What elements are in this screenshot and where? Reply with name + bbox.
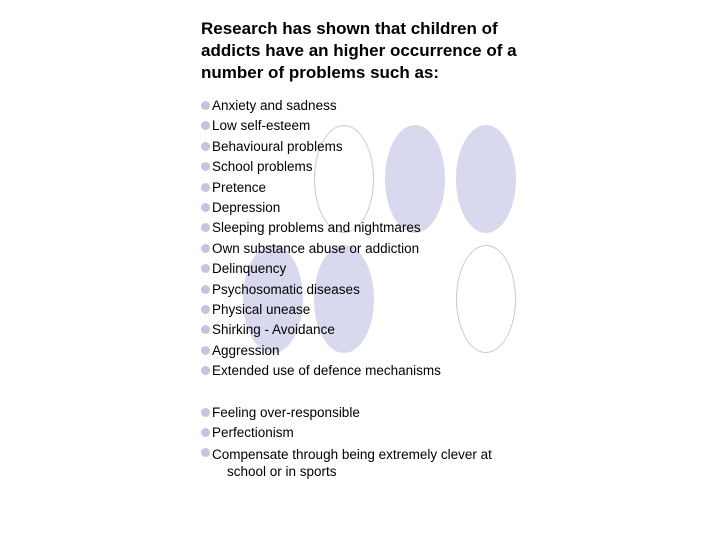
list-item — [201, 178, 441, 198]
list-item — [201, 198, 441, 218]
list-item-text: Feeling over-responsible — [212, 405, 360, 420]
list-item — [201, 96, 441, 116]
bullet-icon — [201, 264, 210, 273]
list-item — [201, 116, 441, 136]
list-item — [201, 444, 512, 480]
list-item — [201, 157, 441, 177]
bullet-icon — [201, 366, 210, 375]
bullet-icon — [201, 183, 210, 192]
slide-title: Research has shown that children of addicts have an higher occurrence of a number of problems such as: — [201, 19, 517, 82]
list-item-text: Sleeping problems and nightmares — [212, 220, 421, 236]
bullet-icon — [201, 448, 210, 457]
list-item-text: Compensate through being extremely clever at — [212, 446, 492, 462]
list-item-text: Delinquency — [212, 261, 287, 277]
list-item-text: Low self-esteem — [212, 118, 311, 134]
compensation-list — [201, 403, 512, 480]
bullet-icon — [201, 121, 210, 130]
list-item — [201, 218, 441, 238]
list-item-text: Aggression — [212, 342, 280, 358]
decor-ellipse-outline-bottom-right — [456, 245, 516, 353]
bullet-icon — [201, 285, 210, 294]
list-item-text: Behavioural problems — [212, 138, 343, 154]
list-item — [201, 280, 441, 300]
bullet-icon — [201, 325, 210, 334]
list-item — [201, 320, 441, 340]
problem-list — [201, 96, 441, 382]
bullet-icon — [201, 142, 210, 151]
list-item-text: Pretence — [212, 179, 267, 195]
list-item-text: Shirking - Avoidance — [212, 322, 335, 338]
bullet-icon — [201, 162, 210, 171]
list-item — [201, 137, 441, 157]
bullet-icon — [201, 305, 210, 314]
list-item-text: School problems — [212, 159, 313, 175]
list-item — [201, 361, 441, 381]
bullet-icon — [201, 346, 210, 355]
bullet-icon — [201, 223, 210, 232]
list-item-text: Anxiety and sadness — [212, 98, 337, 113]
bullet-icon — [201, 203, 210, 212]
list-item-text: Depression — [212, 200, 281, 216]
list-item — [201, 259, 441, 279]
bullet-icon — [201, 428, 210, 437]
bullet-icon — [201, 408, 210, 417]
list-item-text: Perfectionism — [212, 425, 294, 441]
bullet-icon — [201, 244, 210, 253]
list-item-text: Own substance abuse or addiction — [212, 240, 420, 256]
bullet-icon — [201, 101, 210, 110]
list-item-text: Extended use of defence mechanisms — [212, 363, 441, 379]
list-item-text: Physical unease — [212, 302, 311, 318]
list-item — [201, 300, 441, 320]
decor-ellipse-filled-top-right — [456, 125, 516, 233]
list-item-text-continued: school or in sports — [227, 463, 337, 479]
list-item — [201, 423, 512, 443]
list-item — [201, 403, 512, 423]
list-item — [201, 341, 441, 361]
list-item — [201, 239, 441, 259]
list-item-text: Psychosomatic diseases — [212, 281, 360, 297]
